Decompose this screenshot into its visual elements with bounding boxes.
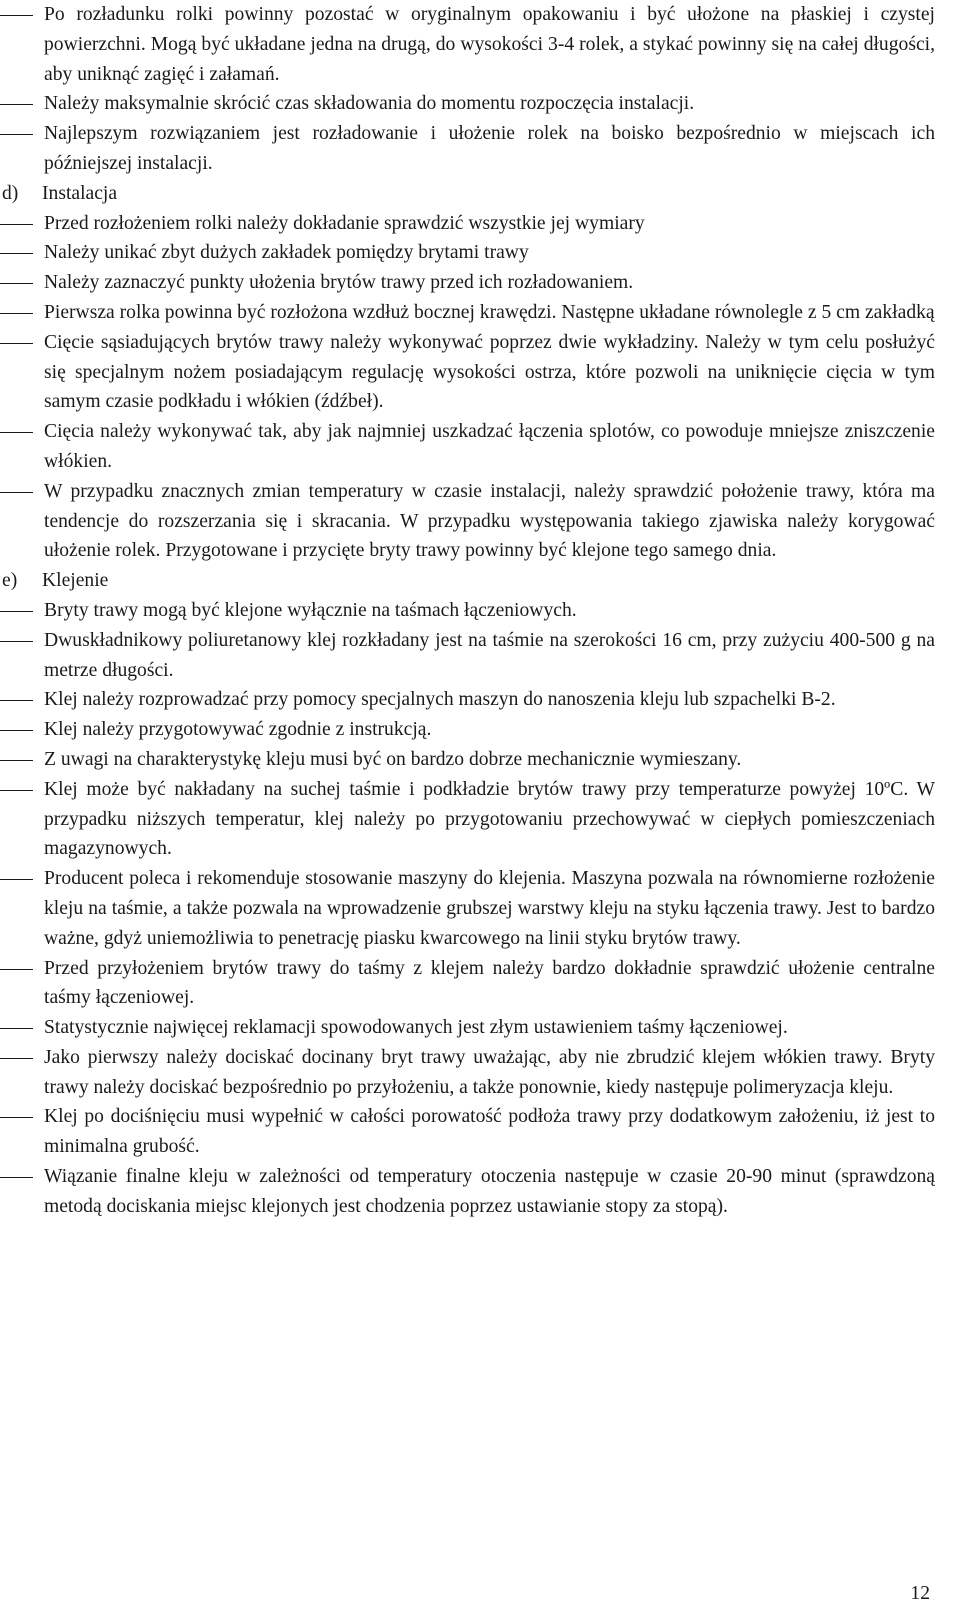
list-item-text: Cięcie sąsiadujących brytów trawy należy wykonywać poprzez dwie wykładziny. Należy w tym celu posłużyć się specjalnym nożem posiadającym regulację wysokości ostrza, które pozwoli na uniknięcie cięcia w tym samym czasie podkładu i włókien (źdźbeł).: [44, 331, 935, 413]
list-item: [0, 954, 935, 1014]
list-item-text: Bryty trawy mogą być klejone wyłącznie na taśmach łączeniowych.: [44, 599, 577, 621]
dash-bullet-icon: [0, 253, 33, 254]
dash-bullet-icon: [0, 1177, 33, 1178]
list-item-text: Klej należy przygotowywać zgodnie z instrukcją.: [44, 719, 432, 741]
list-item-text: Dwuskładnikowy poliuretanowy klej rozkładany jest na taśmie na szerokości 16 cm, przy zużyciu 400-500 g na metrze długości.: [44, 629, 935, 681]
list-item: [0, 238, 935, 268]
list-item: [0, 626, 935, 686]
list-item: [0, 1043, 935, 1103]
dash-bullet-icon: [0, 432, 33, 433]
list-item: [0, 119, 935, 179]
list-item-text: Cięcia należy wykonywać tak, aby jak najmniej uszkadzać łączenia splotów, co powoduje mniejsze zniszczenie włókien.: [44, 421, 935, 472]
dash-bullet-icon: [0, 313, 33, 314]
list-item: [0, 775, 935, 864]
list-item: [0, 745, 935, 775]
list-item: [0, 298, 935, 328]
list-item: [0, 0, 935, 89]
list-item: [0, 209, 935, 239]
list-item: [0, 1162, 935, 1222]
page-number: 12: [910, 1583, 930, 1604]
list-item-text: Należy zaznaczyć punkty ułożenia brytów trawy przed ich rozładowaniem.: [44, 272, 634, 294]
dash-bullet-icon: [0, 134, 33, 135]
list-item: [0, 328, 935, 417]
list-item-text: Przed rozłożeniem rolki należy dokładanie sprawdzić wszystkie jej wymiary: [44, 212, 645, 234]
section-title: Instalacja: [42, 182, 118, 204]
dash-bullet-icon: [0, 730, 33, 731]
list-item: [0, 1013, 935, 1043]
list-item: [0, 685, 935, 715]
dash-bullet-icon: [0, 969, 33, 970]
list-item: [0, 477, 935, 566]
list-item-text: Statystycznie najwięcej reklamacji spowodowanych jest złym ustawieniem taśmy łączeniowej.: [44, 1017, 788, 1039]
section-label: d): [2, 182, 19, 204]
list-item: [0, 89, 935, 119]
list-item-text: Przed przyłożeniem brytów trawy do taśmy z klejem należy bardzo dokładnie sprawdzić ułożenie centralne taśmy łączeniowej.: [44, 957, 935, 1009]
list-item-text: Klej może być nakładany na suchej taśmie i podkładzie brytów trawy przy temperaturze powyżej 10ºC. W przypadku niższych temperatur, klej należy po przygotowaniu przechowywać w ciepłych pomieszczeniach magazynowych.: [44, 778, 935, 860]
dash-bullet-icon: [0, 1028, 33, 1029]
list-item: [0, 1102, 935, 1162]
list-item-text: Producent poleca i rekomenduje stosowanie maszyny do klejenia. Maszyna pozwala na równomierne rozłożenie kleju na taśmie, a także pozwala na wprowadzenie grubszej warstwy kleju na styku łączenia trawy. Jest to bardzo ważne, gdyż uniemożliwia to penetrację piasku kwarcowego na linii styku brytów trawy.: [44, 868, 935, 949]
dash-bullet-icon: [0, 790, 33, 791]
section-title: Klejenie: [42, 570, 109, 592]
list-item: [0, 596, 935, 626]
dash-bullet-icon: [0, 492, 33, 493]
list-item: [0, 268, 935, 298]
list-item-text: Wiązanie finalne kleju w zależności od temperatury otoczenia następuje w czasie 20-90 minut (sprawdzoną metodą dociskania miejsc klejonych jest chodzenia poprzez ustawianie stopy za stopą).: [44, 1166, 935, 1217]
list-item-text: Pierwsza rolka powinna być rozłożona wzdłuż bocznej krawędzi. Następne układane równolegle z 5 cm zakładką: [44, 301, 935, 323]
section-label: e): [2, 570, 18, 592]
list-item: [0, 715, 935, 745]
dash-bullet-icon: [0, 104, 33, 105]
dash-bullet-icon: [0, 879, 33, 880]
list-item-text: Z uwagi na charakterystykę kleju musi być on bardzo dobrze mechanicznie wymieszany.: [44, 748, 742, 770]
list-item-text: Najlepszym rozwiązaniem jest rozładowanie i ułożenie rolek na boisko bezpośrednio w miejscach ich późniejszej instalacji.: [44, 123, 935, 174]
section-heading: [0, 179, 935, 209]
list-item-text: Klej należy rozprowadzać przy pomocy specjalnych maszyn do nanoszenia kleju lub szpachelki B-2.: [44, 689, 836, 711]
list-item-text: Jako pierwszy należy dociskać docinany bryt trawy uważając, aby nie zbrudzić klejem włókien trawy. Bryty trawy należy dociskać bezpośrednio po przyłożeniu, a także ponownie, kiedy następuje polimeryzacja kleju.: [44, 1046, 935, 1098]
dash-bullet-icon: [0, 760, 33, 761]
section-heading: [0, 566, 935, 596]
dash-bullet-icon: [0, 343, 33, 344]
dash-bullet-icon: [0, 15, 33, 16]
list-item-text: W przypadku znacznych zmian temperatury w czasie instalacji, należy sprawdzić położenie trawy, która ma tendencje do rozszerzania się i skracania. W przypadku występowania takiego zjawiska należy korygować ułożenie rolek. Przygotowane i przycięte bryty trawy powinny być klejone tego samego dnia.: [44, 480, 935, 562]
list-item-text: Po rozładunku rolki powinny pozostać w oryginalnym opakowaniu i być ułożone na płaskiej i czystej powierzchni. Mogą być układane jedna na drugą, do wysokości 3-4 rolek, a stykać powinny się na całej długości, aby uniknąć zagięć i załamań.: [44, 4, 935, 85]
list-item-text: Należy unikać zbyt dużych zakładek pomiędzy brytami trawy: [44, 242, 529, 264]
dash-bullet-icon: [0, 641, 33, 642]
dash-bullet-icon: [0, 283, 33, 284]
dash-bullet-icon: [0, 1117, 33, 1118]
dash-bullet-icon: [0, 224, 33, 225]
list-item: [0, 864, 935, 953]
dash-bullet-icon: [0, 700, 33, 701]
dash-bullet-icon: [0, 611, 33, 612]
list-item: [0, 417, 935, 477]
list-item-text: Klej po dociśnięciu musi wypełnić w całości porowatość podłoża trawy przy dodatkowym założeniu, iż jest to minimalna grubość.: [44, 1106, 935, 1158]
dash-bullet-icon: [0, 1058, 33, 1059]
list-item-text: Należy maksymalnie skrócić czas składowania do momentu rozpoczęcia instalacji.: [44, 93, 695, 115]
